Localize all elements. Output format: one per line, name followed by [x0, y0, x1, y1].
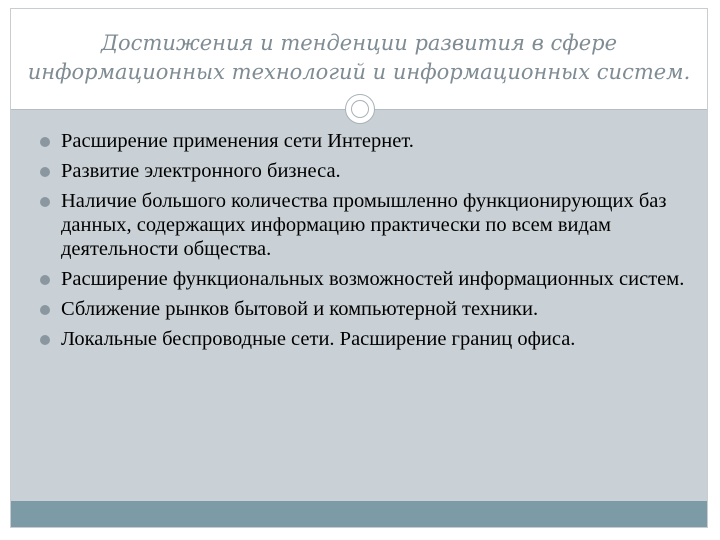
bullet-text: Локальные беспроводные сети. Расширение границ офиса.	[61, 328, 576, 350]
slide-frame	[10, 8, 708, 528]
bullet-text: Развитие электронного бизнеса.	[61, 160, 341, 182]
bullet-text: Сближение рынков бытовой и компьютерной техники.	[61, 298, 539, 320]
bullet-text: Расширение функциональных возможностей информационных систем.	[61, 268, 685, 290]
bullet-text: Наличие большого количества промышленно функционирующих баз данных, содержащих информацию практически по всем видам деятельности общества.	[61, 190, 667, 260]
bullet-text: Расширение применения сети Интернет.	[61, 130, 414, 152]
slide-title: Достижения и тенденции развития в сфере информационных технологий и информационных систем.	[27, 31, 691, 84]
